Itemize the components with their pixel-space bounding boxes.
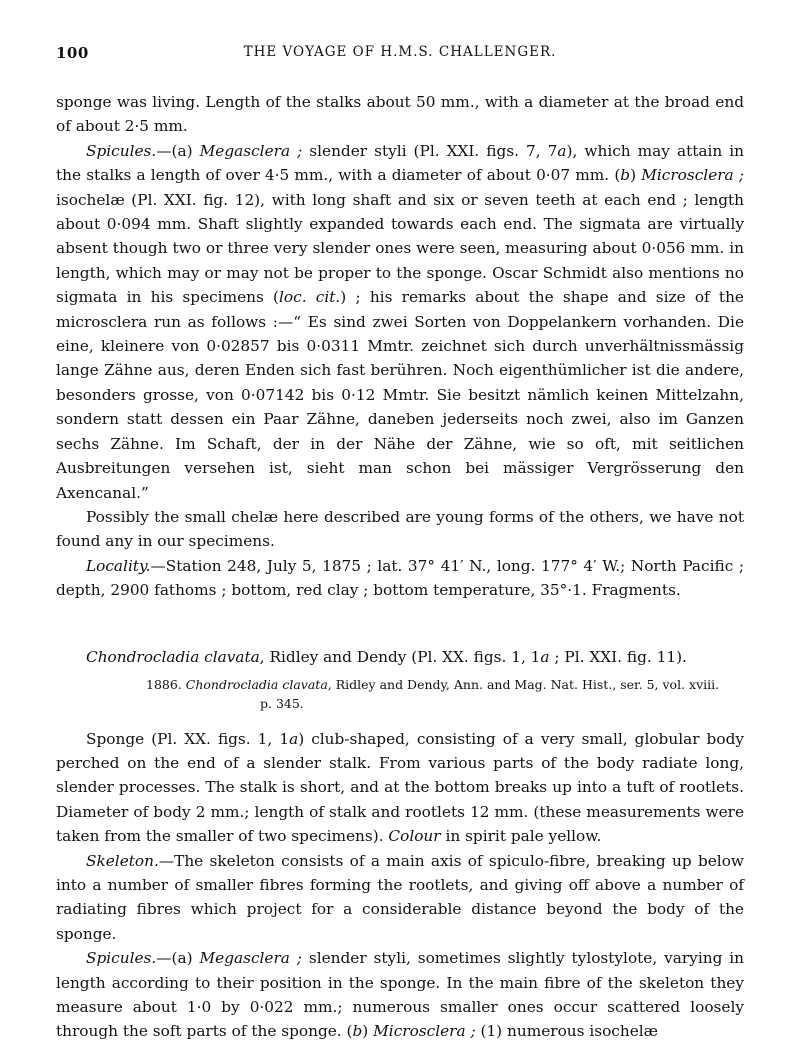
description-paragraph: Sponge (Pl. XX. figs. 1, 1a) club-shaped, consisting of a very small, globular body perched on the end of a slender stalk. From various parts of the body radiate long, slender processes. The stalk is short, and at the bottom breaks up into a tuft of rootlets. Diameter of body 2 mm.; length of stalk and rootlets 12 mm. (these measurements were taken from the smaller of two specimens). Colour in spirit pale yellow. [56,729,744,846]
running-title: THE VOYAGE OF H.M.S. CHALLENGER. [243,44,557,60]
species-heading: Chondrocladia clavata, Ridley and Dendy (Pl. XX. figs. 1, 1a ; Pl. XXI. fig. 11). [86,647,687,666]
possibly-paragraph: Possibly the small chelæ here described are young forms of the others, we have not found any in our specimens. [56,507,744,551]
synonymy: 1886. Chondrocladia clavata, Ridley and Dendy, Ann. and Mag. Nat. Hist., ser. 5, vol. xviii. p. 345. [146,676,720,711]
spicules-paragraph-2: Spicules.—(a) Megasclera ; slender styli, sometimes slightly tylostylote, varying in length according to their position in the sponge. In the main fibre of the skeleton they measure about 1·0 by 0·022 mm.; numerous smaller ones occur scattered loosely through the soft parts of the sponge. (b) Microsclera ; (1) numerous isochelæ [56,949,744,1041]
skeleton-paragraph: Skeleton.—The skeleton consists of a main axis of spiculo-fibre, breaking up below into a number of smaller fibres forming the rootlets, and giving off above a number of radiating fibres which project for a considerable distance beyond the body of the sponge. [56,851,744,943]
body-text [56,90,744,1044]
page-number: 100 [56,44,89,62]
locality-paragraph: Locality.—Station 248, July 5, 1875 ; lat. 37° 41′ N., long. 177° 4′ W.; North Pacific ; depth, 2900 fathoms ; bottom, red clay ; bottom temperature, 35°·1. Fragments. [56,556,744,600]
spicules-paragraph: Spicules.—(a) Megasclera ; slender styli (Pl. XXI. figs. 7, 7a), which may attain in the stalks a length of over 4·5 mm., with a diameter of about 0·07 mm. (b) Microsclera ; isochelæ (Pl. XXI. fig. 12), with long shaft and six or seven teeth at each end ; length about 0·094 mm. Shaft slightly expanded towards each end. The sigmata are virtually absent though two or three very slender ones were seen, measuring about 0·056 mm. in length, which may or may not be proper to the sponge. Oscar Schmidt also mentions no sigmata in his specimens (loc. cit.) ; his remarks about the shape and size of the microsclera run as follows :—“ Es sind zwei Sorten von Doppelankern vorhanden. Die eine, kleinere von 0·02857 bis 0·0311 Mmtr. zeichnet sich durch unverhältnissmässig lange Zähne aus, deren Enden sich fast berühren. Noch eigenthümlicher ist die andere, besonders grosse, von 0·07142 bis 0·12 Mmtr. Sie besitzt nämlich keinen Mittelzahn, sondern statt dessen ein Paar Zähne, daneben jederseits noch zwei, also im Ganzen sechs Zähne. Im Schaft, der in der Nähe der Zähne, wie so oft, mit seitlichen Ausbreitungen versehen ist, sieht man schon bei mässiger Vergrösserung den Axencanal.” [56,141,745,502]
running-head [56,44,744,72]
continuation-paragraph: sponge was living. Length of the stalks about 50 mm., with a diameter at the broad end of about 2·5 mm. [56,93,744,136]
